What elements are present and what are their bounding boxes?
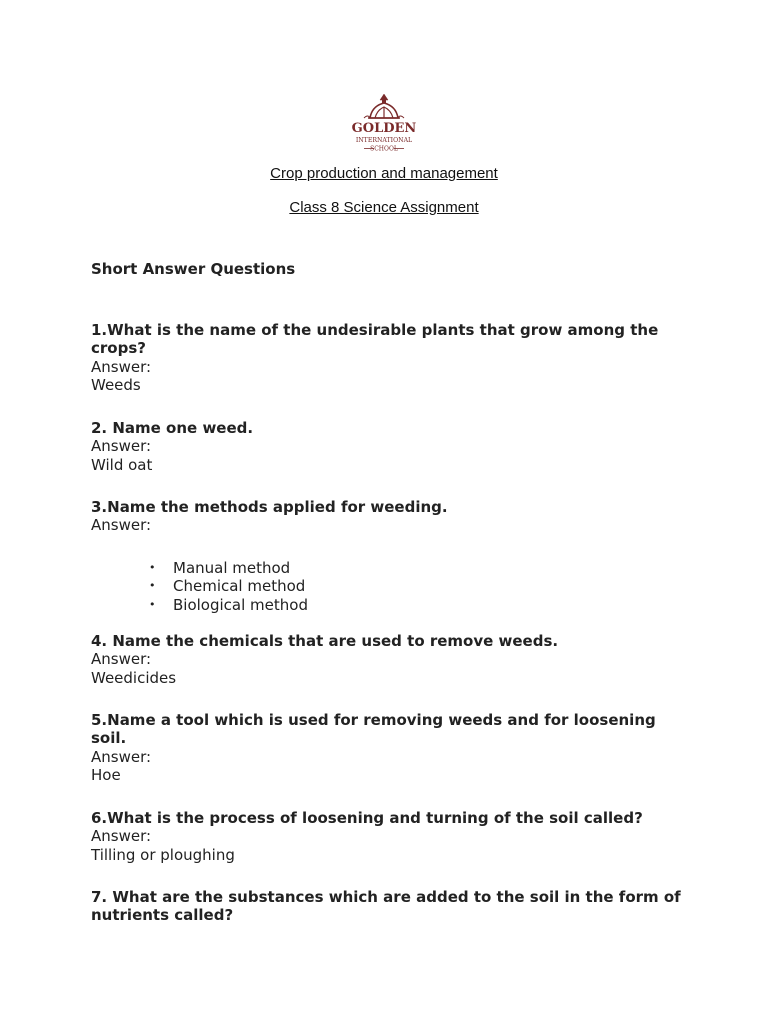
answer-list-block [91,559,681,614]
logo-line-3: SCHOOL [370,145,398,153]
question-block [91,419,681,474]
school-crest-icon [344,92,424,154]
logo-wordmark: GOLDEN [351,121,417,136]
answer-label: Answer: [91,437,152,456]
question-text: 4. Name the chemicals that are used to remove weeds. [91,632,559,650]
answer-list [91,559,681,614]
list-item [91,559,681,577]
question-block [91,321,681,395]
list-item-text: Manual method [173,559,291,577]
document-title: Crop production and management [270,165,498,182]
question-block [91,498,681,535]
answer-text: Weedicides [91,668,177,687]
answer-label: Answer: [91,650,152,669]
answer-text: Tilling or ploughing [91,845,235,864]
document-subtitle: Class 8 Science Assignment [289,199,479,216]
answer-label: Answer: [91,747,152,766]
question-text: 1.What is the name of the undesirable plants that grow among the crops? [91,321,659,358]
list-item [91,596,681,614]
question-block [91,809,681,864]
question-block [91,711,681,785]
question-text: 2. Name one weed. [91,419,254,437]
question-block [91,632,681,687]
answer-label: Answer: [91,357,152,376]
question-text: 5.Name a tool which is used for removing weeds and for loosening soil. [91,711,656,748]
list-item-text: Biological method [173,595,308,614]
answer-text: Weeds [91,376,141,395]
question-text: 3.Name the methods applied for weeding. [91,498,448,516]
section-heading: Short Answer Questions [91,260,296,278]
question-text: 7. What are the substances which are added to the soil in the form of nutrients called? [91,888,681,925]
answer-text: Hoe [91,766,121,785]
list-item-text: Chemical method [173,577,306,596]
bullet-icon: • [149,561,156,574]
answer-label: Answer: [91,516,152,535]
question-block [91,888,681,925]
answer-text: Wild oat [91,455,153,474]
list-item [91,577,681,595]
logo-line-2: INTERNATIONAL [355,137,413,144]
school-logo [344,92,424,154]
answer-label: Answer: [91,827,152,846]
question-text: 6.What is the process of loosening and turning of the soil called? [91,809,643,827]
bullet-icon: • [149,579,156,593]
bullet-icon: • [149,597,156,611]
